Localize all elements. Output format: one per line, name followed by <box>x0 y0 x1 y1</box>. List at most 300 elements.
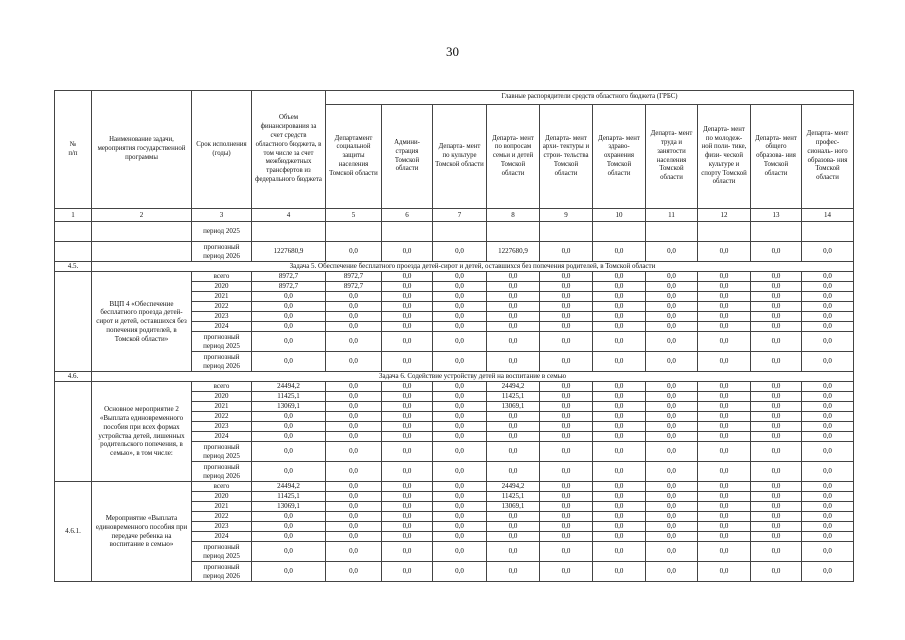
cell-value <box>540 222 593 242</box>
column-number: 11 <box>646 209 698 222</box>
cell-value: 0,0 <box>593 492 646 502</box>
cell-value: 0,0 <box>433 492 487 502</box>
cell-value: 0,0 <box>326 332 382 352</box>
cell-value: 0,0 <box>487 432 540 442</box>
cell-value: 0,0 <box>751 312 802 322</box>
cell-value: 0,0 <box>540 412 593 422</box>
cell-value: 0,0 <box>252 322 326 332</box>
cell-value: 0,0 <box>326 512 382 522</box>
cell-value: 0,0 <box>751 522 802 532</box>
cell-value: 0,0 <box>646 482 698 492</box>
cell-value: 0,0 <box>751 482 802 492</box>
table-row <box>55 272 854 282</box>
cell-value: 0,0 <box>646 462 698 482</box>
cell-value: 8972,7 <box>252 282 326 292</box>
cell-value: 0,0 <box>487 462 540 482</box>
cell-name <box>92 222 192 242</box>
cell-value: 0,0 <box>382 412 433 422</box>
cell-value: 0,0 <box>326 432 382 442</box>
cell-value: 0,0 <box>540 402 593 412</box>
cell-period: прогнозный период 2025 <box>192 332 252 352</box>
cell-value: 0,0 <box>802 562 854 582</box>
cell-value: 0,0 <box>252 422 326 432</box>
cell-value <box>433 222 487 242</box>
cell-value: 0,0 <box>751 412 802 422</box>
cell-value: 0,0 <box>326 292 382 302</box>
cell-name: Основное мероприятие 2 «Выплата единовременного пособия при всех формах устройства детей, лишенных родительского попечения, в семью», в том числе: <box>92 382 192 482</box>
cell-value: 0,0 <box>382 272 433 282</box>
cell-value: 0,0 <box>540 292 593 302</box>
column-number: 6 <box>382 209 433 222</box>
cell-period: прогнозный период 2025 <box>192 542 252 562</box>
column-number: 12 <box>698 209 751 222</box>
cell-value: 0,0 <box>433 432 487 442</box>
cell-value: 0,0 <box>326 482 382 492</box>
cell-value: 0,0 <box>802 442 854 462</box>
cell-value: 0,0 <box>593 502 646 512</box>
cell-value: 0,0 <box>593 312 646 322</box>
cell-value: 0,0 <box>751 302 802 312</box>
cell-value: 0,0 <box>751 282 802 292</box>
column-number: 13 <box>751 209 802 222</box>
cell-value: 0,0 <box>487 422 540 432</box>
cell-value <box>382 222 433 242</box>
cell-value: 0,0 <box>751 382 802 392</box>
cell-value: 0,0 <box>698 432 751 442</box>
cell-value: 0,0 <box>593 242 646 262</box>
cell-value: 24494,2 <box>487 482 540 492</box>
budget-table <box>54 90 854 582</box>
cell-value: 0,0 <box>252 442 326 462</box>
cell-value: 0,0 <box>698 462 751 482</box>
cell-name: ВЦП 4 «Обеспечение бесплатного проезда детей-сирот и детей, оставшихся без попечения родителей, в Томской области» <box>92 272 192 372</box>
cell-value: 0,0 <box>433 272 487 282</box>
cell-value: 0,0 <box>540 462 593 482</box>
cell-name: Мероприятие «Выплата единовременного пособия при передаче ребенка на воспитание в семью» <box>92 482 192 582</box>
cell-value: 0,0 <box>751 512 802 522</box>
cell-value: 0,0 <box>802 312 854 322</box>
cell-value: 0,0 <box>433 502 487 512</box>
cell-value: 11425,1 <box>487 492 540 502</box>
header-grbs-col: Департа- мент общего образова- ния Томской области <box>751 105 802 209</box>
cell-value: 0,0 <box>802 282 854 292</box>
cell-value: 0,0 <box>326 502 382 512</box>
cell-value <box>487 222 540 242</box>
cell-value: 0,0 <box>382 392 433 402</box>
cell-value: 0,0 <box>802 512 854 522</box>
cell-value: 0,0 <box>646 242 698 262</box>
cell-value: 0,0 <box>540 482 593 492</box>
cell-value: 0,0 <box>433 542 487 562</box>
cell-value: 0,0 <box>593 512 646 522</box>
header-grbs-col: Департамент социальной защиты населения Томской области <box>326 105 382 209</box>
cell-value: 0,0 <box>326 462 382 482</box>
cell-value: 0,0 <box>540 562 593 582</box>
cell-value: 0,0 <box>646 292 698 302</box>
cell-value: 0,0 <box>751 432 802 442</box>
cell-value: 0,0 <box>487 302 540 312</box>
cell-value: 0,0 <box>487 522 540 532</box>
cell-value: 0,0 <box>593 382 646 392</box>
cell-value: 24494,2 <box>252 482 326 492</box>
cell-value <box>802 222 854 242</box>
cell-value: 0,0 <box>433 352 487 372</box>
cell-value: 0,0 <box>593 332 646 352</box>
cell-value: 0,0 <box>802 292 854 302</box>
cell-value: 0,0 <box>540 502 593 512</box>
cell-value: 0,0 <box>382 282 433 292</box>
column-number: 8 <box>487 209 540 222</box>
cell-value: 0,0 <box>252 352 326 372</box>
cell-value: 0,0 <box>540 422 593 432</box>
cell-value: 13069,1 <box>487 502 540 512</box>
cell-num <box>55 242 92 262</box>
cell-value: 8972,7 <box>326 272 382 282</box>
cell-value: 0,0 <box>252 462 326 482</box>
cell-value: 0,0 <box>433 242 487 262</box>
header-grbs-col: Департа- мент здраво- охранения Томской области <box>593 105 646 209</box>
cell-value <box>593 222 646 242</box>
cell-value: 0,0 <box>646 302 698 312</box>
task-title: Задача 5. Обеспечение бесплатного проезда детей-сирот и детей, оставшихся без попечения родителей, в Томской области <box>92 262 854 272</box>
cell-value: 0,0 <box>802 242 854 262</box>
cell-value: 0,0 <box>751 272 802 282</box>
cell-period: 2021 <box>192 292 252 302</box>
cell-value: 0,0 <box>698 382 751 392</box>
cell-period: 2020 <box>192 392 252 402</box>
cell-value: 0,0 <box>593 442 646 462</box>
cell-period: прогнозный период 2026 <box>192 462 252 482</box>
cell-value: 0,0 <box>751 322 802 332</box>
cell-value: 0,0 <box>698 322 751 332</box>
cell-value: 0,0 <box>646 492 698 502</box>
cell-value: 24494,2 <box>487 382 540 392</box>
cell-value: 0,0 <box>540 352 593 372</box>
cell-value: 0,0 <box>382 482 433 492</box>
cell-value: 0,0 <box>382 422 433 432</box>
header-grbs-col: Админи- страция Томской области <box>382 105 433 209</box>
cell-period: 2021 <box>192 402 252 412</box>
cell-value: 0,0 <box>593 432 646 442</box>
task-num: 4.6. <box>55 372 92 382</box>
cell-value: 13069,1 <box>487 402 540 412</box>
header-grbs-col: Департа- мент по культуре Томской области <box>433 105 487 209</box>
cell-value: 0,0 <box>326 542 382 562</box>
cell-value <box>646 222 698 242</box>
cell-value: 0,0 <box>382 402 433 412</box>
cell-value: 0,0 <box>382 242 433 262</box>
cell-value: 0,0 <box>593 422 646 432</box>
cell-value: 0,0 <box>382 442 433 462</box>
header-name: Наименование задачи, мероприятия государственной программы <box>92 91 192 209</box>
cell-value: 0,0 <box>433 322 487 332</box>
cell-value: 0,0 <box>382 502 433 512</box>
cell-value: 0,0 <box>593 302 646 312</box>
column-number: 9 <box>540 209 593 222</box>
cell-value: 0,0 <box>252 522 326 532</box>
cell-period: 2023 <box>192 422 252 432</box>
cell-value: 0,0 <box>802 422 854 432</box>
cell-value: 0,0 <box>593 412 646 422</box>
task-row <box>55 262 854 272</box>
cell-value: 0,0 <box>433 482 487 492</box>
cell-period: 2023 <box>192 312 252 322</box>
cell-value: 0,0 <box>487 312 540 322</box>
cell-num <box>55 382 92 482</box>
table-row <box>55 242 854 262</box>
cell-period: 2022 <box>192 412 252 422</box>
cell-value: 0,0 <box>698 522 751 532</box>
cell-value: 0,0 <box>540 512 593 522</box>
cell-value: 1227680,9 <box>487 242 540 262</box>
cell-value: 0,0 <box>326 322 382 332</box>
cell-value: 0,0 <box>646 382 698 392</box>
cell-value: 0,0 <box>751 332 802 352</box>
cell-value: 0,0 <box>698 542 751 562</box>
cell-value: 0,0 <box>698 482 751 492</box>
cell-value: 0,0 <box>646 312 698 322</box>
cell-value: 0,0 <box>540 392 593 402</box>
header-term: Срок исполнения (годы) <box>192 91 252 209</box>
cell-value: 0,0 <box>802 482 854 492</box>
cell-value: 0,0 <box>540 532 593 542</box>
cell-value: 0,0 <box>487 322 540 332</box>
task-title: Задача 6. Содействие устройству детей на воспитание в семью <box>92 372 854 382</box>
cell-value: 0,0 <box>802 322 854 332</box>
cell-value: 0,0 <box>751 292 802 302</box>
cell-value: 0,0 <box>593 282 646 292</box>
task-row <box>55 372 854 382</box>
cell-period: 2020 <box>192 492 252 502</box>
cell-value: 1227680,9 <box>252 242 326 262</box>
cell-value: 0,0 <box>326 412 382 422</box>
cell-value: 0,0 <box>433 442 487 462</box>
cell-value: 0,0 <box>487 292 540 302</box>
cell-value: 0,0 <box>540 522 593 532</box>
cell-value: 0,0 <box>802 332 854 352</box>
cell-period: прогнозный период 2026 <box>192 242 252 262</box>
cell-value: 0,0 <box>433 402 487 412</box>
cell-value: 0,0 <box>382 492 433 502</box>
cell-value: 0,0 <box>751 422 802 432</box>
cell-value: 0,0 <box>487 412 540 422</box>
cell-value: 0,0 <box>698 392 751 402</box>
task-num: 4.5. <box>55 262 92 272</box>
cell-value: 0,0 <box>802 492 854 502</box>
cell-value: 0,0 <box>698 502 751 512</box>
cell-value: 0,0 <box>487 282 540 292</box>
cell-value: 0,0 <box>646 322 698 332</box>
cell-value: 0,0 <box>802 382 854 392</box>
cell-value: 0,0 <box>646 282 698 292</box>
cell-period: период 2025 <box>192 222 252 242</box>
cell-value: 0,0 <box>646 542 698 562</box>
cell-value: 0,0 <box>433 422 487 432</box>
cell-value: 0,0 <box>326 352 382 372</box>
cell-value: 0,0 <box>382 322 433 332</box>
cell-value: 0,0 <box>326 392 382 402</box>
cell-value <box>326 222 382 242</box>
cell-value: 8972,7 <box>252 272 326 282</box>
cell-value <box>751 222 802 242</box>
cell-value: 0,0 <box>646 412 698 422</box>
cell-value: 0,0 <box>698 422 751 432</box>
column-number: 7 <box>433 209 487 222</box>
cell-value: 0,0 <box>382 292 433 302</box>
cell-value: 0,0 <box>252 542 326 562</box>
cell-value: 0,0 <box>646 532 698 542</box>
cell-value: 0,0 <box>751 542 802 562</box>
cell-value: 0,0 <box>751 562 802 582</box>
cell-value: 0,0 <box>802 352 854 372</box>
cell-value: 24494,2 <box>252 382 326 392</box>
cell-value: 0,0 <box>540 432 593 442</box>
cell-value: 0,0 <box>382 432 433 442</box>
cell-value: 0,0 <box>382 462 433 482</box>
cell-value: 0,0 <box>698 562 751 582</box>
cell-name <box>92 242 192 262</box>
cell-period: прогнозный период 2025 <box>192 442 252 462</box>
cell-value: 0,0 <box>698 442 751 462</box>
cell-value: 0,0 <box>751 502 802 512</box>
cell-value: 0,0 <box>698 402 751 412</box>
cell-value: 0,0 <box>698 242 751 262</box>
cell-value: 0,0 <box>646 422 698 432</box>
cell-value: 0,0 <box>252 412 326 422</box>
cell-value: 0,0 <box>433 562 487 582</box>
cell-value: 13069,1 <box>252 502 326 512</box>
cell-value: 0,0 <box>252 302 326 312</box>
cell-value <box>252 222 326 242</box>
cell-value: 13069,1 <box>252 402 326 412</box>
column-number: 14 <box>802 209 854 222</box>
cell-value: 0,0 <box>433 382 487 392</box>
table-row <box>55 222 854 242</box>
cell-value: 0,0 <box>646 512 698 522</box>
cell-value: 0,0 <box>698 532 751 542</box>
cell-value: 0,0 <box>326 532 382 542</box>
cell-period: всего <box>192 382 252 392</box>
cell-value: 0,0 <box>646 332 698 352</box>
cell-value: 0,0 <box>382 382 433 392</box>
cell-value: 0,0 <box>433 282 487 292</box>
cell-value: 0,0 <box>540 542 593 562</box>
cell-value: 0,0 <box>751 392 802 402</box>
cell-value: 0,0 <box>646 392 698 402</box>
cell-value: 0,0 <box>487 512 540 522</box>
cell-period: 2023 <box>192 522 252 532</box>
cell-value: 0,0 <box>698 292 751 302</box>
column-number: 2 <box>92 209 192 222</box>
cell-period: 2021 <box>192 502 252 512</box>
cell-value: 0,0 <box>646 442 698 462</box>
cell-value: 0,0 <box>802 272 854 282</box>
cell-period: 2022 <box>192 302 252 312</box>
cell-value: 0,0 <box>487 542 540 562</box>
cell-value: 0,0 <box>326 522 382 532</box>
cell-value: 0,0 <box>326 492 382 502</box>
cell-value: 0,0 <box>382 562 433 582</box>
cell-value: 0,0 <box>382 532 433 542</box>
cell-value: 0,0 <box>802 542 854 562</box>
cell-value: 0,0 <box>802 522 854 532</box>
cell-value: 0,0 <box>593 542 646 562</box>
cell-value: 0,0 <box>698 302 751 312</box>
cell-value: 0,0 <box>698 312 751 322</box>
header-num: № п/п <box>55 91 92 209</box>
cell-value: 0,0 <box>751 352 802 372</box>
cell-value: 0,0 <box>540 382 593 392</box>
cell-value: 0,0 <box>326 302 382 312</box>
cell-num: 4.6.1. <box>55 482 92 582</box>
cell-value: 0,0 <box>751 462 802 482</box>
cell-value: 0,0 <box>252 432 326 442</box>
cell-value: 0,0 <box>252 512 326 522</box>
cell-value: 0,0 <box>698 492 751 502</box>
cell-value: 0,0 <box>487 562 540 582</box>
header-grbs-col: Департа- мент по молодеж- ной поли- тике, физи- ческой культуре и спорту Томской области <box>698 105 751 209</box>
cell-value: 0,0 <box>802 432 854 442</box>
cell-value: 11425,1 <box>252 492 326 502</box>
cell-value: 0,0 <box>433 392 487 402</box>
cell-value: 0,0 <box>433 512 487 522</box>
cell-value: 0,0 <box>802 462 854 482</box>
cell-value: 0,0 <box>540 332 593 352</box>
cell-value: 0,0 <box>698 332 751 352</box>
cell-value: 0,0 <box>593 392 646 402</box>
cell-value: 0,0 <box>593 562 646 582</box>
cell-value: 0,0 <box>646 352 698 372</box>
cell-value: 0,0 <box>326 382 382 392</box>
cell-period: 2024 <box>192 532 252 542</box>
cell-value: 0,0 <box>382 312 433 322</box>
cell-value: 0,0 <box>802 502 854 512</box>
cell-value: 0,0 <box>540 282 593 292</box>
cell-value: 0,0 <box>646 562 698 582</box>
cell-value: 0,0 <box>487 352 540 372</box>
cell-value: 0,0 <box>698 512 751 522</box>
cell-value: 0,0 <box>646 272 698 282</box>
cell-value: 0,0 <box>433 532 487 542</box>
cell-value: 0,0 <box>540 442 593 462</box>
table-row <box>55 482 854 492</box>
header-grbs-col: Департа- мент профес- сиональ- ного образова- ния Томской области <box>802 105 854 209</box>
cell-value: 11425,1 <box>252 392 326 402</box>
table-row <box>55 382 854 392</box>
cell-value: 0,0 <box>433 332 487 352</box>
cell-value: 11425,1 <box>487 392 540 402</box>
cell-value: 0,0 <box>698 352 751 372</box>
cell-value: 0,0 <box>382 542 433 562</box>
cell-value: 0,0 <box>593 532 646 542</box>
page-number: 30 <box>446 44 459 59</box>
cell-period: 2024 <box>192 432 252 442</box>
cell-value: 0,0 <box>698 412 751 422</box>
cell-value: 0,0 <box>751 532 802 542</box>
cell-value: 0,0 <box>326 562 382 582</box>
cell-value: 0,0 <box>593 462 646 482</box>
cell-value: 0,0 <box>487 332 540 352</box>
cell-value: 0,0 <box>646 432 698 442</box>
cell-value: 0,0 <box>252 312 326 322</box>
cell-period: прогнозный период 2026 <box>192 352 252 372</box>
cell-value: 0,0 <box>487 532 540 542</box>
column-number: 1 <box>55 209 92 222</box>
cell-value: 0,0 <box>802 532 854 542</box>
cell-value: 0,0 <box>326 442 382 462</box>
cell-value: 0,0 <box>540 272 593 282</box>
cell-value: 0,0 <box>593 352 646 372</box>
